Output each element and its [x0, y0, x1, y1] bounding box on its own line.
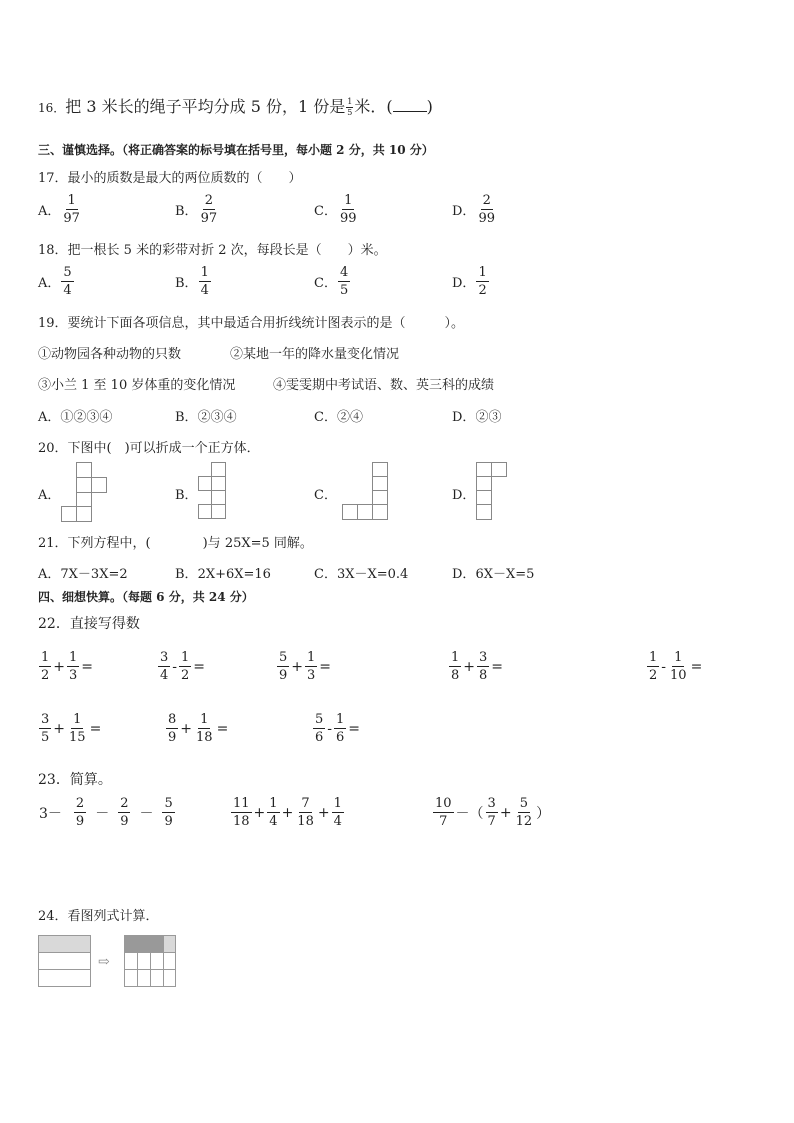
section-title: 三、谨慎选择。（将正确答案的标号填在括号里，每小题 2 分，共 10 分） — [38, 143, 434, 157]
option-d[interactable]: D． $\frac{1}{2}$ — [452, 265, 487, 298]
fraction: $\frac{2}{97}$ — [200, 193, 218, 226]
fraction: $\frac{1}{4}$ — [200, 265, 209, 298]
cube-net-b — [198, 462, 238, 522]
option-d-label[interactable]: D． — [452, 488, 476, 503]
option-c[interactable]: C． $\frac{1}{99}$ — [314, 193, 357, 226]
option-b[interactable]: B．②③④ — [175, 410, 237, 425]
calculation: 3－ $\frac{2}{9}$ － $\frac{2}{9}$ － $\frac{5}{9}$ — [39, 796, 173, 829]
item-4: ④雯雯期中考试语、数、英三科的成绩 — [273, 378, 495, 393]
question-17: 17．最小的质数是最大的两位质数的（ ） — [38, 171, 302, 186]
expression: $\frac{5}{9}$ + $\frac{1}{3}$ = — [279, 650, 332, 683]
expression: $\frac{3}{5}$ + $\frac{1}{15}$ = — [41, 712, 102, 745]
option-a-label[interactable]: A． — [38, 488, 61, 503]
option-c[interactable]: C． $\frac{4}{5}$ — [314, 265, 349, 298]
question-18: 18．把一根长 5 米的彩带对折 2 次，每段长是（ ）米。 — [38, 243, 387, 258]
question-19: 19．要统计下面各项信息，其中最适合用折线统计图表示的是（ ）。 — [38, 316, 465, 331]
option-d[interactable]: D．6X－X=5 — [452, 567, 535, 582]
calculation: $\frac{11}{18}$ + $\frac{1}{4}$ + $\frac{7}{18}$ + $\frac{1}{4}$ — [233, 796, 342, 829]
question-20: 20．下图中( )可以折成一个正方体． — [38, 441, 260, 456]
expression: $\frac{1}{2}$ - $\frac{1}{10}$ = — [649, 650, 703, 683]
option-c[interactable]: C．3X－X=0.4 — [314, 567, 409, 582]
question-16 — [38, 94, 433, 117]
question-22: 22．直接写得数 — [38, 616, 140, 632]
item-3: ③小兰 1 至 10 岁体重的变化情况 — [38, 378, 236, 393]
question-text: 把 3 米长的绳子平均分成 5 份，1 份是 — [65, 97, 346, 116]
option-a[interactable]: A． $\frac{1}{97}$ — [38, 193, 80, 226]
question-number: 16． — [38, 101, 66, 115]
answer-blank[interactable] — [393, 97, 427, 112]
option-a[interactable]: A． $\frac{5}{4}$ — [38, 265, 72, 298]
fraction: $\frac{2}{99}$ — [478, 193, 495, 226]
fraction: $\frac{1}{97}$ — [63, 193, 80, 226]
fraction: $\frac{1}{99}$ — [339, 193, 357, 226]
item-2: ②某地一年的降水量变化情况 — [230, 347, 400, 362]
arrow-icon: ⇨ — [98, 954, 110, 970]
option-a[interactable]: A．①②③④ — [38, 410, 113, 425]
fraction: $\frac{4}{5}$ — [339, 265, 349, 298]
item-1: ①动物园各种动物的只数 — [38, 347, 182, 362]
fraction: $\frac{1}{5}$ — [347, 97, 353, 117]
question-text: 米．( — [354, 97, 393, 116]
fraction: $\frac{5}{4}$ — [63, 265, 72, 298]
expression: $\frac{5}{6}$ - $\frac{1}{6}$ = — [315, 712, 361, 745]
fraction-diagram-left — [38, 935, 92, 989]
expression: $\frac{8}{9}$ + $\frac{1}{18}$ = — [168, 712, 229, 745]
question-text: ) — [426, 97, 433, 116]
option-b[interactable]: B． $\frac{2}{97}$ — [175, 193, 218, 226]
expression: $\frac{3}{4}$ - $\frac{1}{2}$ = — [160, 650, 206, 683]
option-d[interactable]: D．②③ — [452, 410, 502, 425]
fraction: $\frac{1}{2}$ — [478, 265, 487, 298]
option-b[interactable]: B． $\frac{1}{4}$ — [175, 265, 209, 298]
option-c[interactable]: C．②④ — [314, 410, 363, 425]
cube-net-d — [476, 462, 516, 522]
question-21: 21．下列方程中，( )与 25X=5 同解。 — [38, 536, 313, 551]
option-c-label[interactable]: C． — [314, 488, 337, 503]
expression: $\frac{1}{8}$ + $\frac{3}{8}$ = — [451, 650, 504, 683]
question-23: 23．简算。 — [38, 772, 112, 788]
question-24: 24．看图列式计算． — [38, 909, 159, 924]
expression: $\frac{1}{2}$ + $\frac{1}{3}$ = — [41, 650, 94, 683]
section-title: 四、细想快算。（每题 6 分，共 24 分） — [38, 590, 254, 604]
option-a[interactable]: A．7X－3X=2 — [38, 567, 128, 582]
option-b[interactable]: B．2X+6X=16 — [175, 567, 271, 582]
fraction-diagram-right — [124, 935, 178, 989]
option-b-label[interactable]: B． — [175, 488, 198, 503]
option-d[interactable]: D． $\frac{2}{99}$ — [452, 193, 495, 226]
cube-net-c — [342, 462, 392, 522]
calculation: $\frac{10}{7}$ －（ $\frac{3}{7}$ + $\frac{5}{12}$ ） — [435, 796, 551, 829]
cube-net-a — [60, 462, 110, 522]
